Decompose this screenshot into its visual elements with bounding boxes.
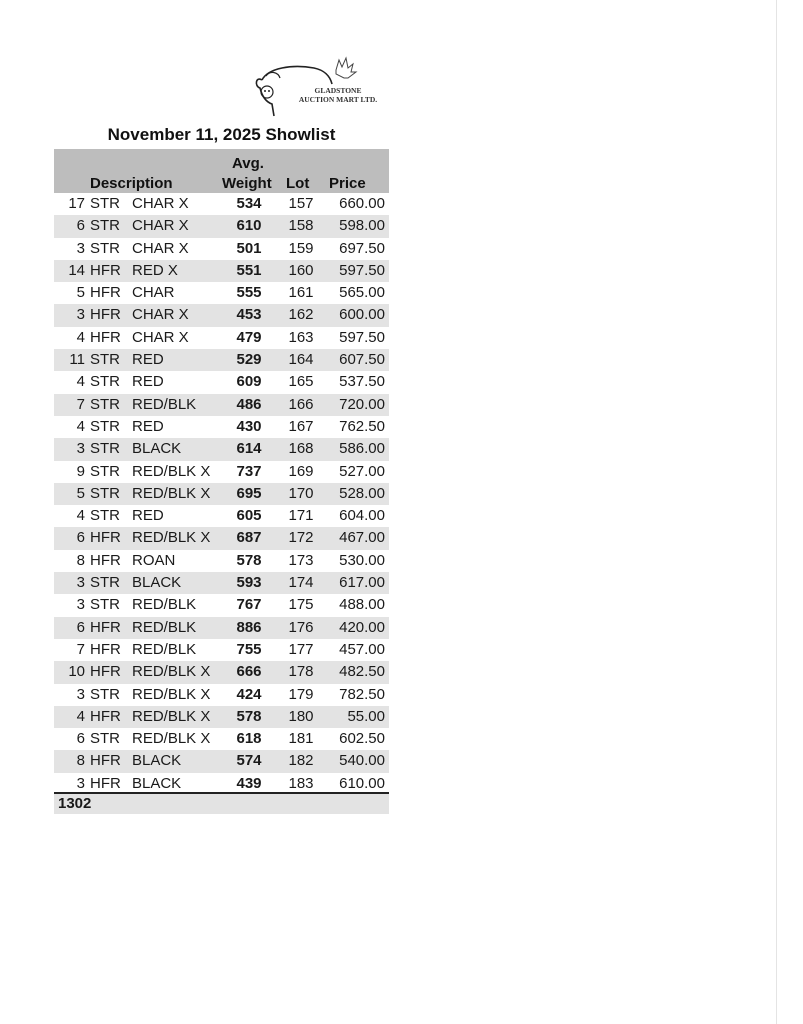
lot-number: 160 [288,261,314,279]
cattle-type: STR [90,440,120,458]
description: CHAR X [132,239,189,257]
header-price: Price [329,175,366,192]
description: RED [132,351,164,369]
head-count: 4 [76,328,85,346]
lot-number: 161 [288,284,314,302]
cattle-type: STR [90,395,120,413]
price: 540.00 [339,752,385,770]
lot-number: 179 [288,685,314,703]
price: 488.00 [339,596,385,614]
head-count: 3 [76,440,85,458]
price: 55.00 [347,707,385,725]
price: 467.00 [339,529,385,547]
cattle-type: STR [90,462,120,480]
table-row [54,193,389,215]
avg-weight: 755 [236,640,262,658]
lot-number: 159 [288,239,314,257]
table-row [54,706,389,728]
avg-weight: 609 [236,373,262,391]
total-row [54,794,389,814]
table-row [54,327,389,349]
price: 782.50 [339,685,385,703]
avg-weight: 574 [236,752,262,770]
price: 598.00 [339,217,385,235]
price: 482.50 [339,663,385,681]
head-count: 4 [76,417,85,435]
price: 600.00 [339,306,385,324]
table-row [54,728,389,750]
description: RED/BLK [132,395,197,413]
cattle-type: STR [90,685,120,703]
table-row [54,505,389,527]
description: RED/BLK X [132,462,211,480]
price: 420.00 [339,618,385,636]
price: 528.00 [339,484,385,502]
table-row [54,684,389,706]
cattle-type: HFR [90,663,121,681]
head-count: 3 [76,596,85,614]
head-count: 8 [76,752,85,770]
description: CHAR X [132,306,189,324]
avg-weight: 555 [236,284,262,302]
lot-number: 176 [288,618,314,636]
description: RED [132,417,164,435]
table-row [54,238,389,260]
header-weight: Weight [222,175,272,192]
cattle-type: HFR [90,328,121,346]
cattle-type: STR [90,484,120,502]
lot-number: 168 [288,440,314,458]
total-head-count: 1302 [58,795,92,812]
lot-number: 157 [288,195,314,212]
cattle-type: HFR [90,640,121,658]
lot-number: 171 [288,507,314,525]
description: RED/BLK X [132,484,211,502]
description: RED X [132,261,178,279]
price: 762.50 [339,417,385,435]
description: RED/BLK [132,618,197,636]
cattle-type: HFR [90,707,121,725]
table-row [54,260,389,282]
avg-weight: 886 [236,618,262,636]
cattle-type: STR [90,195,120,212]
head-count: 4 [76,373,85,391]
description: ROAN [132,551,176,569]
cattle-type: HFR [90,306,121,324]
lot-number: 172 [288,529,314,547]
table-row [54,617,389,639]
description: BLACK [132,752,182,770]
head-count: 3 [76,239,85,257]
lot-number: 163 [288,328,314,346]
lot-number: 170 [288,484,314,502]
avg-weight: 551 [236,261,262,279]
price: 527.00 [339,462,385,480]
header-description: Description [90,175,173,192]
table-row [54,639,389,661]
price: 565.00 [339,284,385,302]
price: 586.00 [339,440,385,458]
lot-number: 182 [288,752,314,770]
cattle-type: HFR [90,529,121,547]
logo-line-2: AUCTION MART LTD. [298,95,378,104]
avg-weight: 578 [236,707,262,725]
avg-weight: 534 [236,195,262,212]
head-count: 3 [76,774,85,792]
avg-weight: 666 [236,663,262,681]
price: 697.50 [339,239,385,257]
table-row [54,349,389,371]
description: CHAR X [132,217,189,235]
avg-weight: 479 [236,328,262,346]
table-row [54,282,389,304]
cattle-type: HFR [90,752,121,770]
table-row [54,572,389,594]
cattle-type: STR [90,239,120,257]
table-row [54,416,389,438]
head-count: 6 [76,217,85,235]
table-row [54,661,389,683]
head-count: 6 [76,730,85,748]
header-avg: Avg. [232,155,264,172]
description: RED/BLK X [132,707,211,725]
header-lot: Lot [286,175,310,192]
price: 597.50 [339,261,385,279]
description: BLACK [132,574,182,592]
cattle-type: STR [90,351,120,369]
lot-number: 165 [288,373,314,391]
table-header [54,149,389,193]
cattle-type: HFR [90,261,121,279]
lot-number: 178 [288,663,314,681]
cattle-type: HFR [90,551,121,569]
description: RED/BLK X [132,663,211,681]
cattle-type: HFR [90,618,121,636]
head-count: 3 [76,685,85,703]
logo-line-1: GLADSTONE [314,86,362,95]
lot-number: 167 [288,417,314,435]
head-count: 3 [76,574,85,592]
price: 610.00 [339,774,385,792]
table-row [54,438,389,460]
cattle-type: STR [90,730,120,748]
description: CHAR [132,284,175,302]
price: 537.50 [339,373,385,391]
head-count: 14 [68,261,85,279]
head-count: 6 [76,529,85,547]
avg-weight: 614 [236,440,262,458]
price: 597.50 [339,328,385,346]
description: RED [132,373,164,391]
head-count: 9 [76,462,85,480]
avg-weight: 618 [236,730,262,748]
cattle-type: HFR [90,774,121,792]
avg-weight: 695 [236,484,262,502]
description: RED/BLK X [132,685,211,703]
head-count: 7 [76,640,85,658]
head-count: 5 [76,284,85,302]
avg-weight: 501 [236,239,262,257]
lot-number: 164 [288,351,314,369]
description: RED/BLK [132,596,197,614]
page-title: November 11, 2025 Showlist [107,125,336,144]
price: 607.50 [339,351,385,369]
description: RED/BLK X [132,529,211,547]
price: 530.00 [339,551,385,569]
lot-number: 169 [288,462,314,480]
avg-weight: 578 [236,551,262,569]
avg-weight: 439 [236,774,262,792]
avg-weight: 610 [236,217,262,235]
description: CHAR X [132,328,189,346]
table-row [54,527,389,549]
description: CHAR X [132,195,189,212]
cattle-type: STR [90,217,120,235]
avg-weight: 453 [236,306,262,324]
head-count: 11 [69,351,85,369]
avg-weight: 737 [236,462,262,480]
scan-page-edge [776,0,777,1024]
table-row [54,483,389,505]
cattle-type: STR [90,574,120,592]
table-row [54,750,389,772]
price: 604.00 [339,507,385,525]
lot-number: 175 [288,596,314,614]
description: BLACK [132,440,182,458]
avg-weight: 424 [236,685,262,703]
cattle-type: STR [90,596,120,614]
avg-weight: 593 [236,574,262,592]
table-row [54,215,389,237]
avg-weight: 430 [236,417,262,435]
lot-number: 166 [288,395,314,413]
table-row [54,371,389,393]
head-count: 8 [76,551,85,569]
logo-text [283,86,393,104]
avg-weight: 767 [236,596,262,614]
cattle-type: STR [90,507,120,525]
head-count: 10 [68,663,85,681]
lot-number: 173 [288,551,314,569]
avg-weight: 486 [236,395,262,413]
avg-weight: 605 [236,507,262,525]
table-row [54,461,389,483]
lot-number: 177 [288,640,314,658]
price: 457.00 [339,640,385,658]
description: RED [132,507,164,525]
showlist-table-body [54,193,389,795]
lot-number: 174 [288,574,314,592]
head-count: 17 [68,195,85,212]
description: RED/BLK X [132,730,211,748]
cattle-type: STR [90,373,120,391]
description: BLACK [132,774,182,792]
cattle-type: HFR [90,284,121,302]
head-count: 4 [76,707,85,725]
price: 617.00 [339,574,385,592]
table-row [54,550,389,572]
table-row [54,594,389,616]
lot-number: 181 [288,730,314,748]
head-count: 4 [76,507,85,525]
description: RED/BLK [132,640,197,658]
lot-number: 183 [288,774,314,792]
head-count: 5 [76,484,85,502]
price: 660.00 [339,195,385,212]
lot-number: 180 [288,707,314,725]
price: 602.50 [339,730,385,748]
avg-weight: 687 [236,529,262,547]
avg-weight: 529 [236,351,262,369]
head-count: 6 [76,618,85,636]
table-row [54,394,389,416]
head-count: 3 [76,306,85,324]
lot-number: 158 [288,217,314,235]
cattle-type: STR [90,417,120,435]
table-row [54,304,389,326]
price: 720.00 [339,395,385,413]
head-count: 7 [76,395,85,413]
lot-number: 162 [288,306,314,324]
